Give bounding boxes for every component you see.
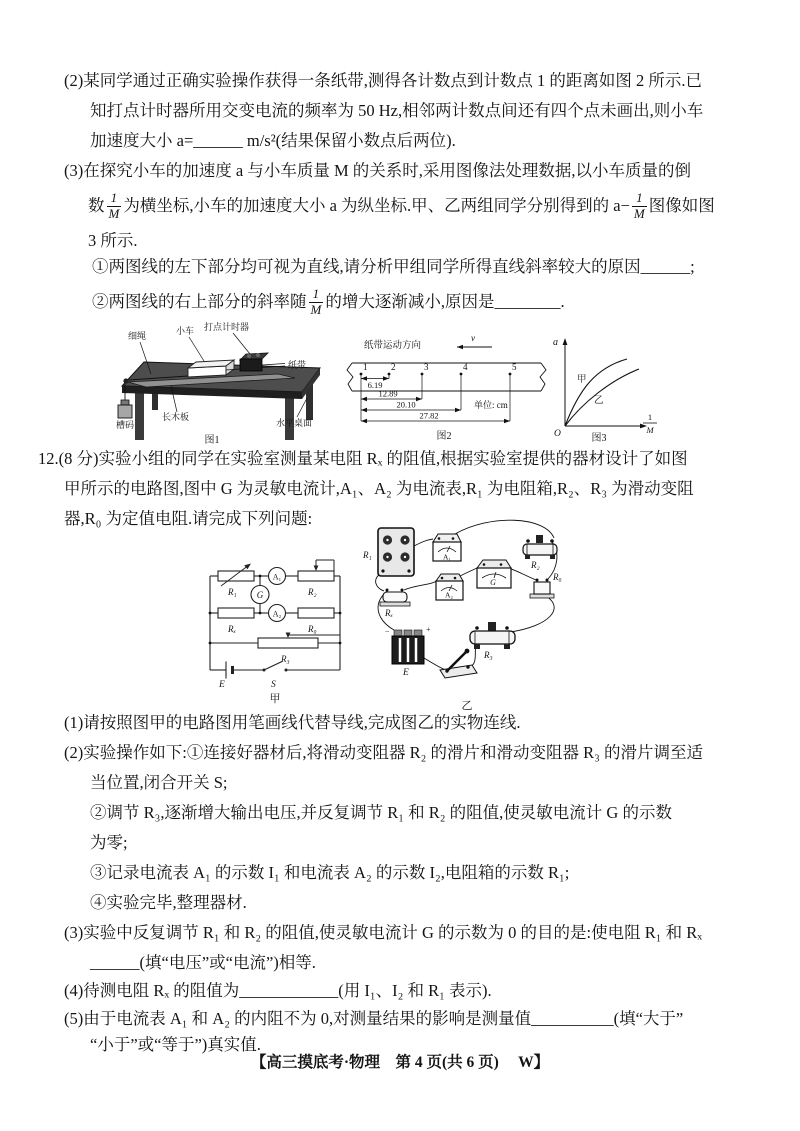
label-r1: R₁ xyxy=(363,550,372,560)
label-weights: 槽码 xyxy=(115,420,135,430)
galvanometer-symbol xyxy=(251,586,269,604)
point-1: 1 xyxy=(363,362,368,372)
label-r0: R₀ xyxy=(308,624,317,634)
figure3-a-vs-1overM-graph xyxy=(547,330,659,442)
apparatus-picture-yi xyxy=(360,518,615,713)
rheostat-r2-symbol xyxy=(298,560,334,581)
rheostat-r3-symbol xyxy=(258,638,318,648)
label-table-surface: 水平桌面 xyxy=(276,418,313,428)
count-points xyxy=(360,373,512,376)
unit-label: 单位: cm xyxy=(474,400,508,410)
q12-item5-line1: (5)由于电流表 A₁ 和 A₂ 的内阻不为 0,对测量结果的影响是测量值__________(填“大于” xyxy=(64,1009,684,1028)
label-r3: R₃ xyxy=(281,654,290,664)
q11-part2-line2: 知打点计时器所用交变电流的频率为 50 Hz,相邻两计数点间还有四个点未画出,则小车 xyxy=(90,101,704,120)
q12-item2-line5: ③记录电流表 A₁ 的示数 I₁ 和电流表 A₂ 的示数 I₂,电阻箱的示数 R₁; xyxy=(90,863,570,882)
label-string: 细绳 xyxy=(128,331,147,341)
distance-1-5: 27.82 xyxy=(419,410,439,421)
svg-text:M: M xyxy=(646,425,654,435)
ammeter-a1-symbol xyxy=(269,568,286,585)
curve-jia xyxy=(565,359,627,426)
q11-part3-line2 xyxy=(88,186,715,226)
x-axis-fraction-label xyxy=(643,412,657,435)
velocity-label: v xyxy=(471,333,475,343)
text-segment: 图像如图 xyxy=(648,196,715,215)
q11-part3-sub1: ①两图线的左下部分均可视为直线,请分析甲组同学所得直线斜率较大的原因______; xyxy=(92,257,695,276)
q11-part3-line3: 3 所示. xyxy=(88,231,138,250)
figure3-caption: 图3 xyxy=(591,433,607,442)
svg-text:+: + xyxy=(426,625,431,634)
label-cart: 小车 xyxy=(176,326,195,336)
circuit-jia-caption: 甲 xyxy=(269,693,281,705)
ammeter-a2 xyxy=(436,574,463,600)
q12-line2: 甲所示的电路图,图中 G 为灵敏电流计,A₁、A₂ 为电流表,R₁ 为电阻箱,R₂、R₃ 为滑动变阻 xyxy=(64,479,694,498)
distance-1-3: 12.89 xyxy=(378,388,398,399)
point-2: 2 xyxy=(391,362,396,372)
q11-part3-sub2 xyxy=(92,282,565,322)
q12-item4: (4)待测电阻 Rₓ 的阻值为____________(用 I₁、I₂ 和 R₁ 表示). xyxy=(64,981,492,1000)
rheostat-r3 xyxy=(470,622,515,649)
label-r3: R₃ xyxy=(484,650,493,660)
label-tape: 纸带 xyxy=(288,360,307,370)
label-rx: Rₓ xyxy=(228,624,237,634)
resistor-r0-symbol xyxy=(298,608,334,618)
q12-item2-line3: ②调节 R₃,逐渐增大输出电压,并反复调节 R₁ 和 R₂ 的阻值,使灵敏电流计 G 的示数 xyxy=(90,803,672,822)
distance-1-2: 6.19 xyxy=(367,380,383,390)
q12-line1: 12.(8 分)实验小组的同学在实验室测量某电阻 Rₓ 的阻值,根据实验室提供的器材设计了如图 xyxy=(38,449,688,468)
label-e: E xyxy=(403,668,409,678)
q12-item3-line2: ______(填“电压”或“电流”)相等. xyxy=(90,953,316,972)
resistance-box-r1 xyxy=(218,564,254,587)
svg-text:A₂: A₂ xyxy=(444,590,454,600)
q12-item2-line2: 当位置,闭合开关 S; xyxy=(90,773,228,792)
page-footer: 【高三摸底考·物理 第 4 页(共 6 页) W】 xyxy=(250,1054,550,1071)
label-timer: 打点计时器 xyxy=(204,322,250,332)
battery-symbol xyxy=(226,662,233,679)
q12-item1: (1)请按照图甲的电路图用笔画线代替导线,完成图乙的实物连线. xyxy=(64,713,521,732)
q11-part2-line1: (2)某同学通过正确实验操作获得一条纸带,测得各计数点到计数点 1 的距离如图 2 所示.已 xyxy=(64,71,702,90)
curve-yi-label: 乙 xyxy=(594,396,604,406)
curve-jia-label: 甲 xyxy=(577,375,587,385)
svg-text:1: 1 xyxy=(647,412,653,422)
svg-text:G: G xyxy=(256,590,264,600)
label-board: 长木板 xyxy=(162,412,190,422)
label-r2: R₂ xyxy=(308,587,317,597)
q12-item2-line1: (2)实验操作如下:①连接好器材后,将滑动变阻器 R₂ 的滑片和滑动变阻器 R₃ 的滑片调至适 xyxy=(64,743,703,762)
q11-part2-line3: 加速度大小 a=______ m/s²(结果保留小数点后两位). xyxy=(90,131,456,150)
q12-item3-line1: (3)实验中反复调节 R₁ 和 R₂ 的阻值,使灵敏电流计 G 的示数为 0 的目的是:使电阻 R₁ 和 Rₓ xyxy=(64,923,703,942)
figure2-caption: 图2 xyxy=(436,431,452,442)
switch-s xyxy=(440,649,477,678)
distance-1-4: 20.10 xyxy=(396,399,416,410)
figure1-cart-apparatus xyxy=(92,318,337,446)
circuit-schematic-jia xyxy=(198,540,363,705)
y-axis-label: a xyxy=(553,337,558,348)
rheostat-r2 xyxy=(523,535,557,559)
apparatus-yi-caption: 乙 xyxy=(461,700,473,712)
svg-text:G: G xyxy=(490,578,496,587)
q12-line3: 器,R₀ 为定值电阻.请完成下列问题: xyxy=(64,509,313,528)
ammeter-a1 xyxy=(433,534,461,562)
figure2-tape-measurements xyxy=(344,332,549,442)
q12-item2-line6: ④实验完毕,整理器材. xyxy=(90,893,247,912)
label-r1: R₁ xyxy=(228,587,237,597)
q12-item5-line2: “小于”或“等于”)真实值. xyxy=(90,1035,261,1054)
point-4: 4 xyxy=(463,362,468,372)
figure1-caption: 图1 xyxy=(204,435,220,446)
label-e: E xyxy=(219,680,225,690)
q12-item2-line4: 为零; xyxy=(90,833,128,852)
origin-label: O xyxy=(554,429,561,439)
text-segment: 数 xyxy=(88,196,105,215)
label-s: S xyxy=(271,680,276,690)
galvanometer-g xyxy=(477,560,511,588)
svg-text:A₁: A₁ xyxy=(272,572,282,582)
label-rx: Rₓ xyxy=(385,608,394,618)
axes xyxy=(563,338,647,428)
cart xyxy=(188,360,234,377)
tape-direction-label: 纸带运动方向 xyxy=(364,341,422,351)
hanging-weights xyxy=(118,400,132,418)
point-5: 5 xyxy=(512,362,517,372)
resistance-box-r1 xyxy=(378,528,414,576)
fixed-resistor-r0 xyxy=(530,579,554,599)
svg-text:A₁: A₁ xyxy=(442,552,452,562)
battery-e xyxy=(385,625,431,664)
fraction-1-over-M: $\frac{1}{M}$ xyxy=(633,190,645,221)
label-r0: R₀ xyxy=(553,572,562,582)
text-segment: 的增大逐渐减小,原因是________. xyxy=(325,292,565,311)
q11-part3-line1: (3)在探究小车的加速度 a 与小车质量 M 的关系时,采用图像法处理数据,以小车质量的倒 xyxy=(64,161,691,180)
text-segment: ②两图线的右上部分的斜率随 xyxy=(92,292,307,311)
fraction-1-over-M: $\frac{1}{M}$ xyxy=(108,190,120,221)
resistor-rx xyxy=(380,589,410,607)
point-3: 3 xyxy=(424,362,429,372)
fraction-1-over-M: $\frac{1}{M}$ xyxy=(310,286,322,317)
text-segment: 为横坐标,小车的加速度大小 a 为纵坐标.甲、乙两组同学分别得到的 a− xyxy=(123,196,630,215)
ammeter-a2-symbol xyxy=(269,605,286,622)
label-r2: R₂ xyxy=(531,560,540,570)
svg-text:A₂: A₂ xyxy=(272,609,282,619)
velocity-arrow xyxy=(457,345,492,349)
svg-text:−: − xyxy=(385,627,390,636)
resistor-rx-symbol xyxy=(218,608,254,618)
